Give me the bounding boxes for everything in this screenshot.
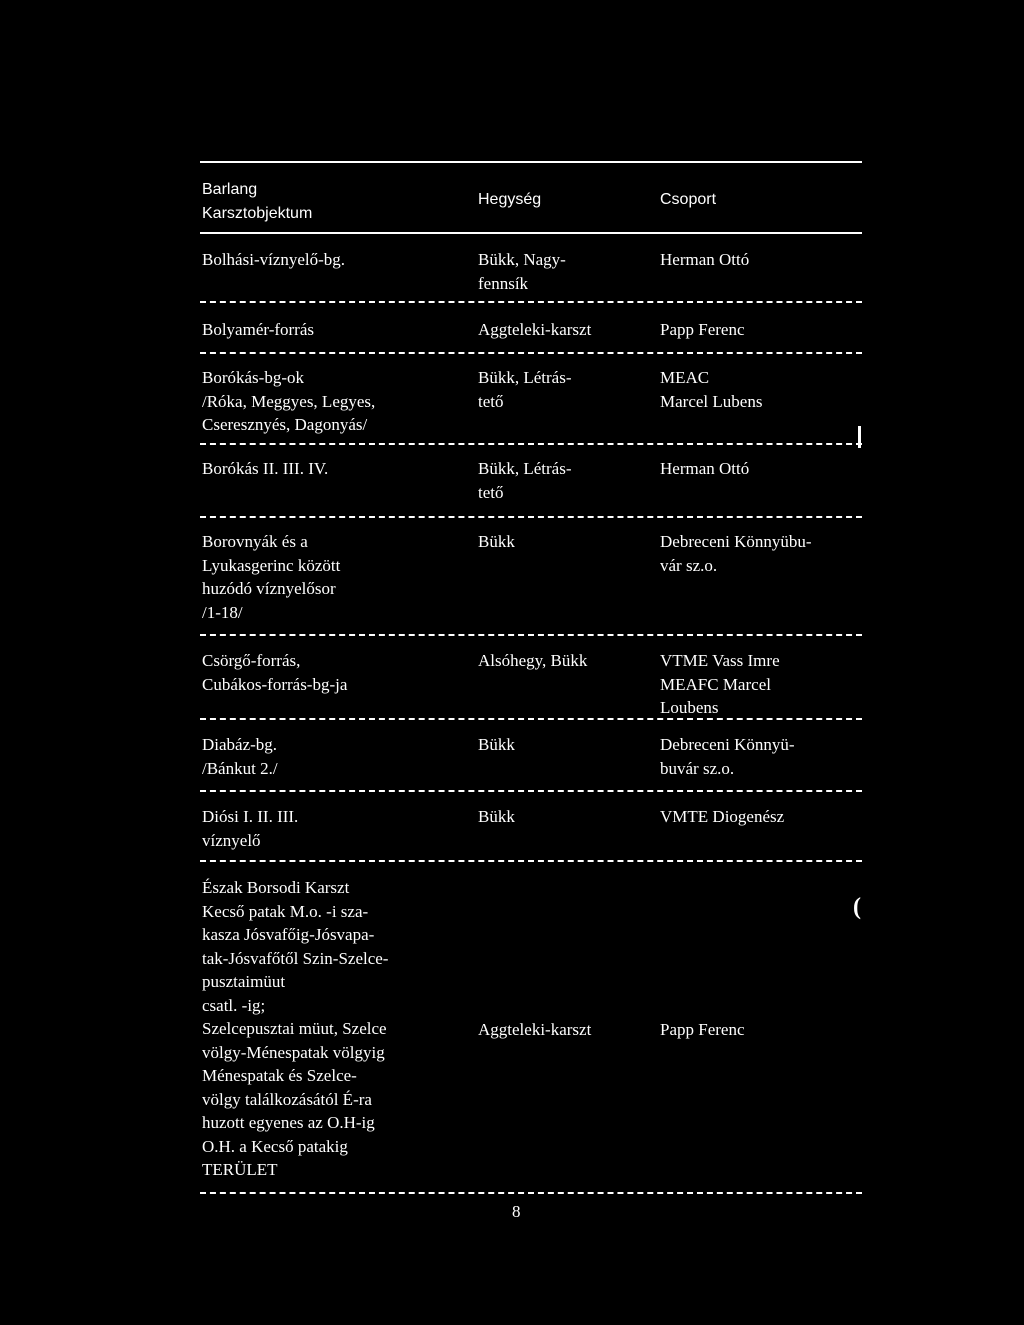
row-cave: Diósi I. II. III. víznyelő [202, 807, 299, 850]
row-group: MEAC Marcel Lubens [660, 368, 763, 411]
row-mountain: Bükk [478, 807, 515, 826]
row-divider [200, 1192, 862, 1194]
row-divider [200, 516, 862, 518]
row-cave: Bolhási-víznyelő-bg. [202, 250, 346, 269]
row-divider [200, 352, 862, 354]
row-mountain: Bükk [478, 735, 515, 754]
row-divider [200, 634, 862, 636]
row-cave: Borókás-bg-ok /Róka, Meggyes, Legyes, Cseresznyés, Dagonyás/ [202, 368, 376, 434]
row-mountain: Aggteleki-karszt [478, 320, 592, 339]
row-group: VMTE Diogenész [660, 807, 785, 826]
row-cave: Diabáz-bg. /Bánkut 2./ [202, 735, 278, 778]
top-rule [200, 161, 862, 163]
row-cave: Borovnyák és a Lyukasgerinc között huzódó víznyelősor /1-18/ [202, 532, 341, 622]
row-mountain: Bükk [478, 532, 515, 551]
row-mountain: Alsóhegy, Bükk [478, 651, 588, 670]
row-mountain: Aggteleki-karszt [478, 1020, 592, 1039]
row-cave: Csörgő-forrás, Cubákos-forrás-bg-ja [202, 651, 348, 694]
row-group: Papp Ferenc [660, 320, 745, 339]
row-divider [200, 790, 862, 792]
row-cave: Borókás II. III. IV. [202, 459, 329, 478]
row-group: Debreceni Könnyübu- vár sz.o. [660, 532, 812, 575]
header-cave: Barlang Karsztobjektum [202, 181, 313, 222]
row-mountain: Bükk, Létrás- tető [478, 459, 572, 502]
row-cave: Észak Borsodi Karszt Kecső patak M.o. -i sza- kasza Jósvafőig-Jósvapa- tak-Jósvafőtől Szin-Szelce- pusztaimüut csatl. -ig; Szelcepusztai müut, Szelce völgy-Ménespatak völgyig Ménespatak és Szelce- völgy találkozásától É-ra huzott egyenes az O.H-ig O.H. a Kecső patakig TERÜLET [202, 878, 389, 1179]
row-group: Herman Ottó [660, 459, 750, 478]
row-mountain: Bükk, Létrás- tető [478, 368, 572, 411]
row-group: VTME Vass Imre MEAFC Marcel Loubens [660, 651, 780, 717]
header-rule [200, 232, 862, 234]
row-group: Debreceni Könnyü- buvár sz.o. [660, 735, 795, 778]
row-cave: Bolyamér-forrás [202, 320, 315, 339]
page-number: 8 [512, 1202, 521, 1221]
row-divider [200, 443, 862, 445]
row-divider [200, 718, 862, 720]
margin-mark: ( [853, 894, 861, 920]
row-group: Herman Ottó [660, 250, 750, 269]
row-group: Papp Ferenc [660, 1020, 745, 1039]
row-divider [200, 301, 862, 303]
header-group: Csoport [660, 191, 717, 208]
header-mountain: Hegység [478, 191, 542, 208]
row-divider [200, 860, 862, 862]
margin-mark [858, 426, 861, 448]
row-mountain: Bükk, Nagy- fennsík [478, 250, 566, 293]
